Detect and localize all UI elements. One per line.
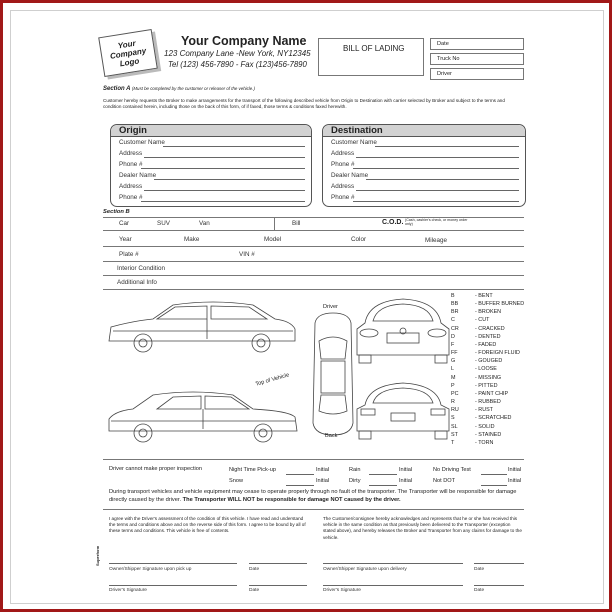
damage-code-item: FF - FOREIGN FLUID <box>451 350 520 357</box>
section-a-title: Section A <box>103 86 131 92</box>
damage-code-item: F - FADED <box>451 341 497 348</box>
divider <box>103 509 524 510</box>
damage-code: M <box>451 374 456 381</box>
origin-dealer-phone-label: Phone # <box>119 194 143 201</box>
destination-address-input[interactable] <box>356 157 519 158</box>
damage-code: ST <box>451 431 458 438</box>
destination-dealer-name-label: Dealer Name <box>331 172 369 179</box>
damage-code-label: STAINED <box>478 431 502 438</box>
driver-delivery-signature-label: Driver's Signature <box>323 588 361 593</box>
damage-code-item: P - PITTED <box>451 382 498 389</box>
damage-code-label: BENT <box>478 293 493 299</box>
divider <box>103 459 524 460</box>
origin-address-label: Address <box>119 150 143 157</box>
initial-label: Initial <box>508 467 522 473</box>
model-label: Model <box>264 236 282 243</box>
year-label: Year <box>119 236 132 243</box>
date-label: Date <box>249 567 260 572</box>
owner-pickup-signature-label: Owner/Shipper Signature upon pick up <box>109 567 192 572</box>
damage-code-item: SL - SOLID <box>451 423 495 430</box>
damage-code-label: MISSING <box>478 374 502 381</box>
mileage-label: Mileage <box>425 237 448 244</box>
origin-dealer-phone-input[interactable] <box>141 201 305 202</box>
damage-code: BR <box>451 309 459 316</box>
origin-panel <box>110 124 312 207</box>
dirty-label: Dirty <box>349 478 361 484</box>
damage-code-label: SOLID <box>478 423 495 430</box>
rain-label: Rain <box>349 467 361 473</box>
initial-label: Initial <box>399 478 413 484</box>
damage-code: T <box>451 439 455 446</box>
damage-code: PC <box>451 390 459 397</box>
damage-code: B <box>451 293 455 299</box>
origin-phone-input[interactable] <box>141 168 305 169</box>
damage-code: P <box>451 382 455 389</box>
truck-no-field[interactable] <box>430 53 524 65</box>
origin-customer-name-input[interactable] <box>163 146 305 147</box>
bill-of-lading-box <box>318 38 424 76</box>
damage-code-item: ST - STAINED <box>451 431 502 438</box>
damage-code-item: RU - RUST <box>451 407 493 414</box>
color-label: Color <box>351 236 367 243</box>
section-a-note: (Must be completed by the customer or releaser of the vehicle.) <box>131 86 255 91</box>
divider <box>103 246 524 247</box>
owner-delivery-date-input[interactable] <box>474 563 524 564</box>
bill-of-lading-form <box>10 10 604 604</box>
destination-address-label: Address <box>331 150 355 157</box>
side-view-right <box>109 392 297 442</box>
vehicle-diagram[interactable] <box>103 293 453 453</box>
side-view-left <box>109 302 295 352</box>
damage-code: S <box>451 415 455 422</box>
section-a-text: Customer hereby requests the Broker to make arrangements for the transport of the following described vehicle from Origin to Destination with carrier selected by Broker and subject to the terms and condition contained herein, including those on the back of this form, of if faxed, those terms & conditions faxed herewith. <box>103 98 505 110</box>
front-view <box>357 299 449 363</box>
destination-title: Destination <box>323 125 525 137</box>
damage-code: D <box>451 333 455 340</box>
company-address: 123 Company Lane -New York, NY12345 <box>164 49 311 58</box>
destination-dealer-name-input[interactable] <box>366 179 519 180</box>
plate-label: Plate # <box>119 251 139 258</box>
initial-label: Initial <box>399 467 413 473</box>
doc-title: BILL OF LADING <box>343 44 405 53</box>
damage-code: FF <box>451 350 458 357</box>
date-field[interactable] <box>430 38 524 50</box>
additional-info-label: Additional Info <box>117 279 157 286</box>
damage-code-label: CUT <box>478 317 490 324</box>
snow-initial-input[interactable] <box>286 485 314 486</box>
damage-code-label: DENTED <box>478 333 501 340</box>
owner-delivery-signature-input[interactable] <box>323 563 463 564</box>
damage-code: BB <box>451 301 459 308</box>
damage-code-legend <box>451 292 524 447</box>
driver-field[interactable] <box>430 68 524 80</box>
agreement-right-text: The Customer/consignee hereby acknowledges and represents that he or she has received this vehicle in the same condition as that previously been delivered to the Transporter (exception stated above), and hereby releases the Broker and Transporter from any claims for damage to the vehicle. <box>323 516 522 540</box>
date-label: Date <box>474 588 485 593</box>
driver-pickup-date-input[interactable] <box>249 585 307 586</box>
logo-text: Your Company Logo <box>109 38 147 68</box>
damage-code-item: D - DENTED <box>451 333 501 340</box>
destination-customer-name-label: Customer Name <box>331 139 377 146</box>
driver-delivery-signature-input[interactable] <box>323 585 463 586</box>
damage-code-label: CRACKED <box>478 325 505 332</box>
initial-label: Initial <box>316 467 330 473</box>
suv-label: SUV <box>157 220 170 227</box>
damage-code-item: C - CUT <box>451 317 490 324</box>
top-view <box>313 313 353 435</box>
destination-dealer-phone-input[interactable] <box>353 201 519 202</box>
damage-code-item: G - GOUGED <box>451 358 503 365</box>
divider <box>103 275 524 276</box>
van-label: Van <box>199 220 210 227</box>
origin-dealer-name-input[interactable] <box>154 179 305 180</box>
damage-code: F <box>451 341 455 348</box>
damage-code-label: PAINT CHIP <box>478 390 509 397</box>
origin-address-input[interactable] <box>144 157 305 158</box>
damage-code-label: TORN <box>478 439 494 446</box>
damage-code: RU <box>451 407 459 414</box>
damage-code: G <box>451 358 456 365</box>
damage-code-label: LOOSE <box>478 366 497 373</box>
damage-code-item: BB - BUFFER BURNED <box>451 301 525 308</box>
owner-pickup-signature-input[interactable] <box>109 563 237 564</box>
driver-pickup-signature-label: Driver's Signature <box>109 588 147 593</box>
origin-phone-label: Phone # <box>119 161 143 168</box>
liability-statement <box>109 489 527 504</box>
company-name: Your Company Name <box>181 34 307 48</box>
date-label: Date <box>474 567 485 572</box>
make-label: Make <box>184 236 200 243</box>
damage-code-item: S - SCRATCHED <box>451 415 512 422</box>
cod-label: C.O.D. <box>382 219 404 226</box>
damage-code: R <box>451 399 455 406</box>
damage-code-label: RUST <box>478 407 493 414</box>
date-label: Date <box>249 588 260 593</box>
damage-code: SL <box>451 423 458 430</box>
destination-panel <box>322 124 526 207</box>
destination-dealer-phone-label: Phone # <box>331 194 355 201</box>
agreement-left-text: I agree with the Driver's assessment of the condition of this vehicle. I have read and understand the terms and conditions above and on the reverse side of this form. I agree to be bound by all of these terms and conditions. This vehicle is free of contents. <box>109 516 306 534</box>
damage-code-item: M - MISSING <box>451 374 502 381</box>
damage-code-item: R - RUBBED <box>451 399 501 406</box>
rain-initial-input[interactable] <box>369 474 397 475</box>
damage-code-label: RUBBED <box>478 399 501 406</box>
vin-label: VIN # <box>239 251 255 258</box>
top-of-vehicle-label: Top of Vehicle <box>254 372 290 388</box>
company-logo <box>98 29 158 77</box>
damage-code-label: PITTED <box>478 382 498 389</box>
owner-delivery-signature-label: Owner/Shipper Signature upon delivery <box>323 567 407 572</box>
interior-condition-label: Interior Condition <box>117 265 165 272</box>
rear-view <box>357 383 449 439</box>
divider <box>103 230 524 231</box>
date-label: Date <box>437 41 449 47</box>
damage-code-item: BR - BROKEN <box>451 309 502 316</box>
origin-dealer-address-input[interactable] <box>144 190 305 191</box>
origin-customer-name-label: Customer Name <box>119 139 165 146</box>
section-b-heading: Section B <box>103 209 130 215</box>
damage-code-item: L - LOOSE <box>451 366 497 373</box>
cod-note: (Cash, cashier's check, or money order only) <box>405 218 468 227</box>
origin-dealer-address-label: Address <box>119 183 143 190</box>
driver-label: Driver <box>437 71 452 77</box>
liability-bold-text: The Transporter WILL NOT be responsible for damage NOT caused by the driver. <box>182 496 401 503</box>
night-pickup-label: Night Time Pick-up <box>229 467 276 473</box>
not-dot-label: Not DOT <box>433 478 456 484</box>
damage-code: C <box>451 317 455 324</box>
no-driving-test-initial-input[interactable] <box>481 474 507 475</box>
damage-code-label: FOREIGN FLUID <box>478 350 520 357</box>
section-a-heading <box>103 86 255 92</box>
driver-side-label: Driver <box>323 304 338 310</box>
footer-brand: Superform <box>95 545 100 566</box>
destination-dealer-address-label: Address <box>331 183 355 190</box>
not-dot-initial-input[interactable] <box>481 485 507 486</box>
car-label: Car <box>119 220 130 227</box>
company-phone-fax: Tel (123) 456-7890 - Fax (123)456-7890 <box>168 60 307 69</box>
destination-phone-input[interactable] <box>353 168 519 169</box>
night-pickup-initial-input[interactable] <box>286 474 314 475</box>
divider <box>103 289 524 290</box>
owner-pickup-date-input[interactable] <box>249 563 307 564</box>
driver-delivery-date-input[interactable] <box>474 585 524 586</box>
damage-code-label: BUFFER BURNED <box>478 301 525 308</box>
damage-code: CR <box>451 325 459 332</box>
no-driving-test-label: No Driving Test <box>433 467 471 473</box>
back-label: Back <box>325 433 338 439</box>
destination-customer-name-input[interactable] <box>375 146 519 147</box>
damage-code-label: FADED <box>478 341 497 348</box>
initial-label: Initial <box>508 478 522 484</box>
cannot-inspect-label: Driver cannot make proper inspection <box>109 466 202 472</box>
origin-dealer-name-label: Dealer Name <box>119 172 157 179</box>
initial-label: Initial <box>316 478 330 484</box>
damage-code-label: SCRATCHED <box>478 415 512 422</box>
destination-dealer-address-input[interactable] <box>356 190 519 191</box>
damage-code: L <box>451 366 454 373</box>
damage-code-item: T - TORN <box>451 439 494 446</box>
truck-no-label: Truck No <box>437 56 460 62</box>
divider <box>274 217 275 230</box>
origin-title: Origin <box>111 125 311 137</box>
damage-code-item: CR - CRACKED <box>451 325 505 332</box>
divider <box>103 261 524 262</box>
dirty-initial-input[interactable] <box>369 485 397 486</box>
liability-text: During transport vehicles and vehicle equipment may cease to operate properly through no fault of the transporter. The Transporter will be responsible for damage directly caused by the driver. <box>109 489 517 503</box>
destination-phone-label: Phone # <box>331 161 355 168</box>
damage-code-label: GOUGED <box>478 358 503 365</box>
bill-label: Bill <box>292 220 301 227</box>
snow-label: Snow <box>229 478 243 484</box>
damage-code-item: B - BENT <box>451 293 493 299</box>
driver-pickup-signature-input[interactable] <box>109 585 237 586</box>
damage-code-label: BROKEN <box>478 309 502 316</box>
damage-code-item: PC - PAINT CHIP <box>451 390 509 397</box>
